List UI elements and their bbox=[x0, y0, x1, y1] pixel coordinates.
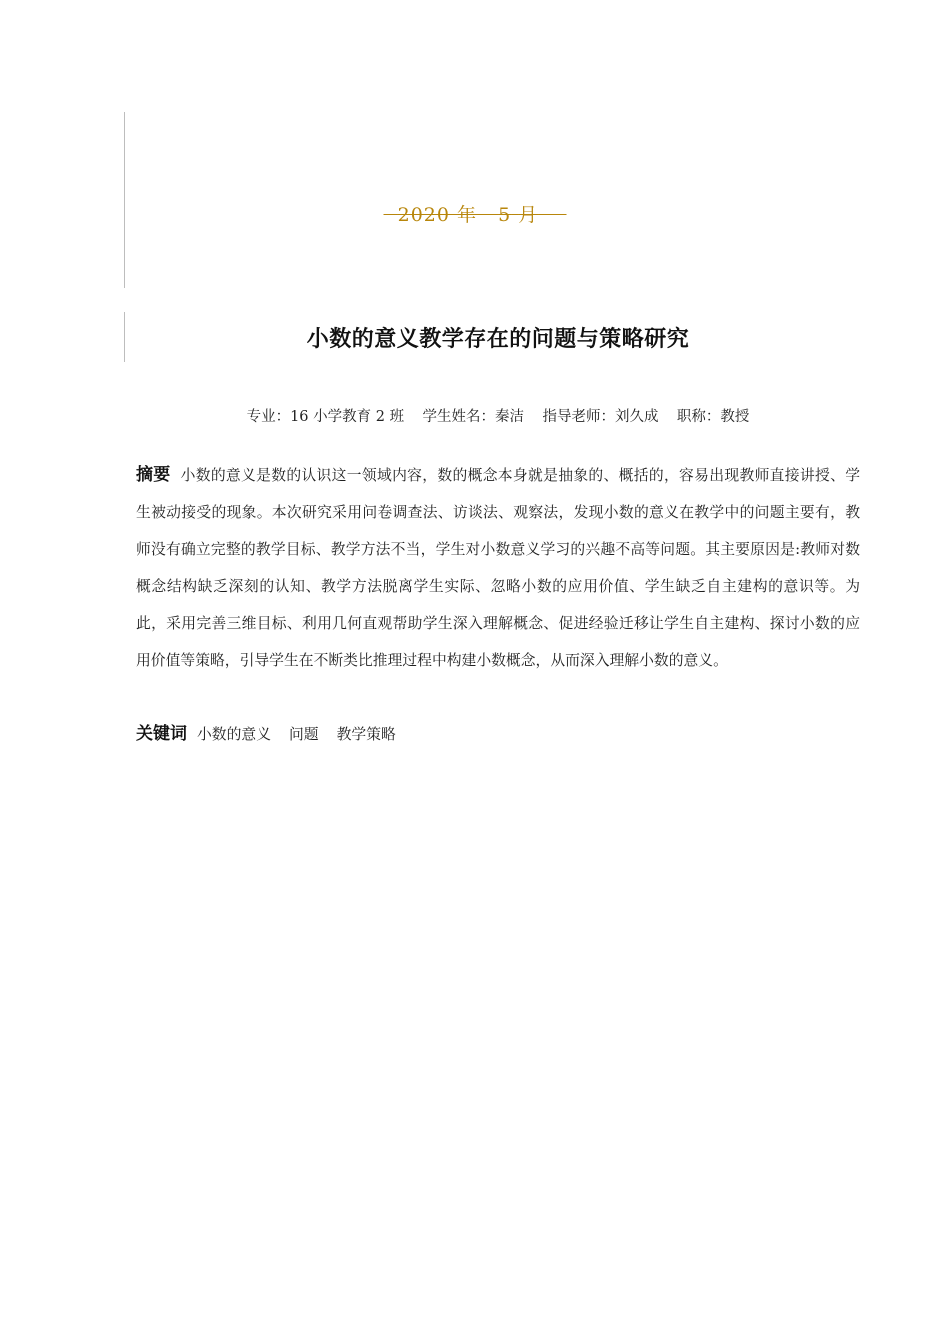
keywords bbox=[136, 720, 860, 749]
major-label: 专业： bbox=[246, 409, 291, 425]
major-value: 16 小学教育 2 班 bbox=[290, 409, 405, 425]
cover-date bbox=[0, 200, 950, 227]
advisor-value: 刘久成 bbox=[614, 409, 659, 425]
paper-title: 小数的意义教学存在的问题与策略研究 bbox=[306, 327, 690, 352]
keyword-item: 小数的意义 bbox=[197, 726, 271, 743]
abstract-label: 摘要 bbox=[136, 465, 171, 485]
cover-year: 2020 bbox=[397, 204, 450, 226]
advisor-label: 指导老师： bbox=[542, 409, 615, 425]
cover-year-unit: 年 bbox=[457, 204, 478, 226]
abstract bbox=[136, 457, 860, 679]
rank-label: 职称： bbox=[676, 409, 721, 425]
author-info bbox=[0, 405, 950, 426]
student-value: 秦洁 bbox=[495, 409, 525, 425]
keyword-item: 问题 bbox=[289, 726, 319, 743]
keywords-label: 关键词 bbox=[136, 724, 187, 744]
cover-month: 5 bbox=[498, 204, 512, 226]
abstract-text: 小数的意义是数的认识这一领域内容，数的概念本身就是抽象的、概括的，容易出现教师直接讲授、学生被动接受的现象。本次研究采用问卷调查法、访谈法、观察法，发现小数的意义在教学中的问题主要有，教师没有确立完整的教学目标、教学方法不当，学生对小数意义学习的兴趣不高等问题。其主要原因是:教师对数概念结构缺乏深刻的认知、教学方法脱离学生实际、忽略小数的应用价值、学生缺乏自主建构的意识等。为此，采用完善三维目标、利用几何直观帮助学生深入理解概念、促进经验迁移让学生自主建构、探讨小数的应用价值等策略，引导学生在不断类比推理过程中构建小数概念，从而深入理解小数的意义。 bbox=[136, 467, 860, 669]
cover-month-unit: 月 bbox=[518, 204, 539, 226]
keyword-item: 教学策略 bbox=[336, 726, 396, 743]
student-label: 学生姓名： bbox=[422, 409, 496, 425]
rank-value: 教授 bbox=[720, 409, 750, 425]
